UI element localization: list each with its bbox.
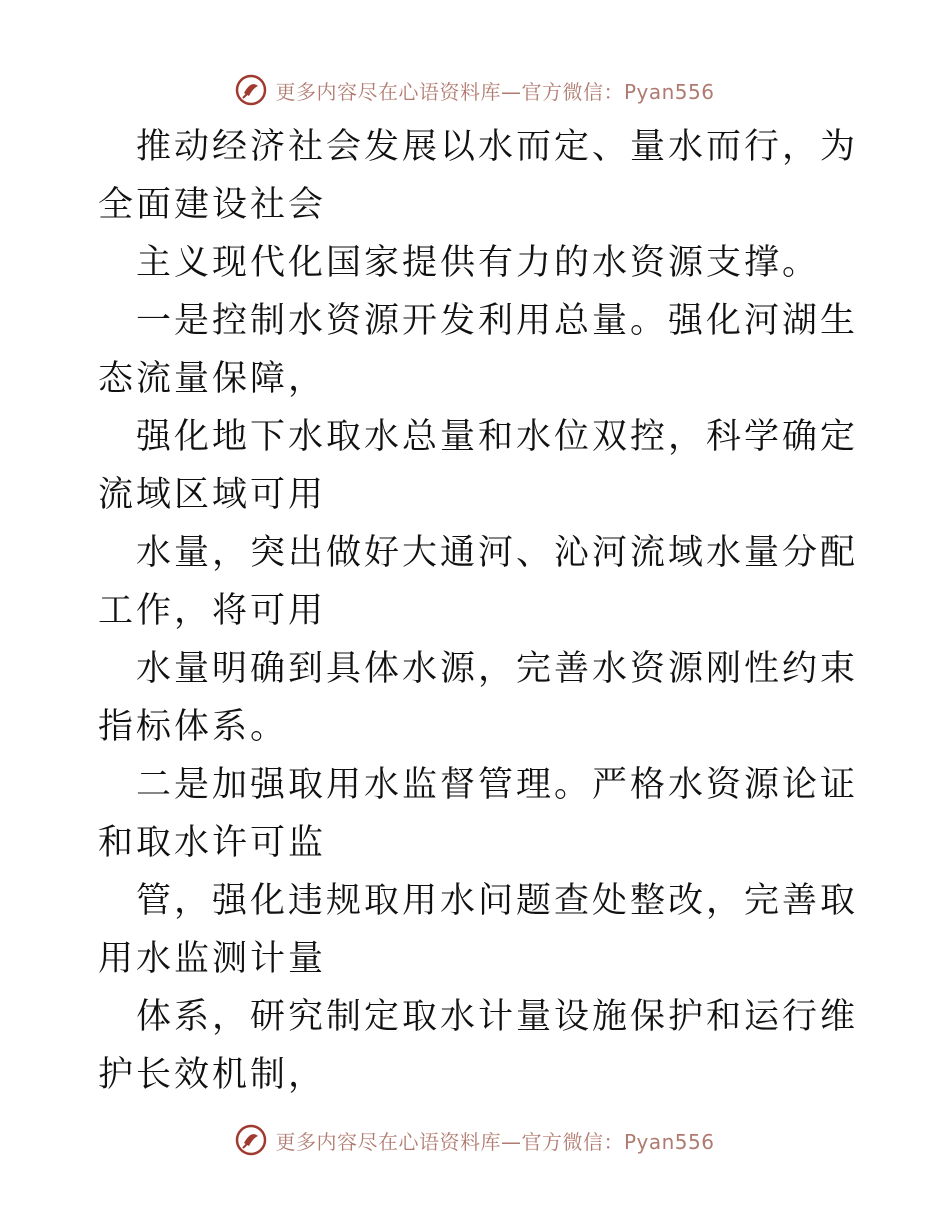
heart-pen-logo-icon: [235, 74, 267, 106]
paragraph: 水量，突出做好大通河、沁河流域水量分配工作，将可用: [98, 533, 859, 631]
paragraph: 强化地下水取水总量和水位双控，科学确定流域区域可用: [98, 417, 859, 515]
paragraph: 管，强化违规取用水问题查处整改，完善取用水监测计量: [98, 881, 859, 979]
heart-pen-logo-icon: [235, 1124, 267, 1156]
watermark-text: 更多内容尽在心语资料库—官方微信：Pyan556: [275, 79, 715, 104]
paragraph: 水量明确到具体水源，完善水资源刚性约束指标体系。: [98, 649, 859, 747]
watermark-text: 更多内容尽在心语资料库—官方微信：Pyan556: [275, 1129, 715, 1154]
paragraph: 推动经济社会发展以水而定、量水而行，为全面建设社会: [98, 127, 859, 225]
header-watermark: [0, 70, 950, 110]
paragraph: 一是控制水资源开发利用总量。强化河湖生态流量保障，: [98, 301, 859, 399]
footer-watermark: [0, 1120, 950, 1160]
paragraph: 主义现代化国家提供有力的水资源支撑。: [136, 243, 821, 283]
document-body: [98, 118, 858, 1104]
paragraph: 体系，研究制定取水计量设施保护和运行维护长效机制，: [98, 997, 859, 1095]
paragraph: 二是加强取用水监督管理。严格水资源论证和取水许可监: [98, 765, 859, 863]
